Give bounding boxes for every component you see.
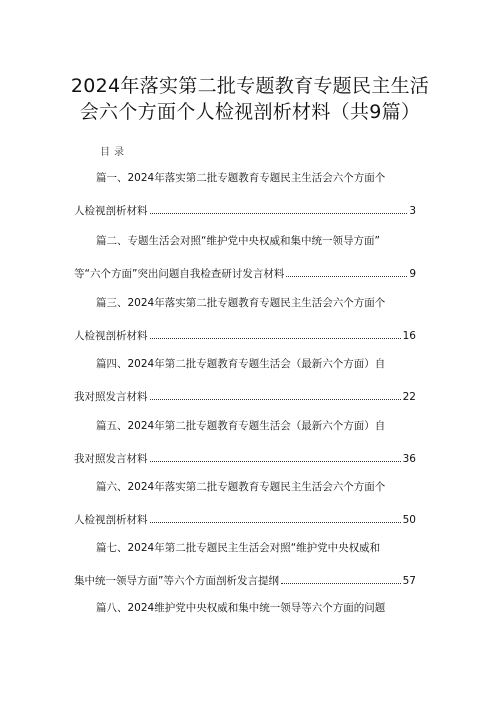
toc-page-number: 57 <box>402 575 416 587</box>
toc-page-number: 36 <box>402 453 416 465</box>
toc-entry-title: 篇二、专题生活会对照“维护党中央权威和集中统一领导方面” <box>96 235 380 247</box>
toc-entry-title: 篇七、2024年第二批专题民主生活会对照“维护党中央权威和 <box>96 542 381 554</box>
toc-entry-title-cont: 集中统一领导方面”等六个方面剖析发言提纲 <box>74 575 279 587</box>
toc-dot-leader <box>150 521 401 523</box>
toc-dot-leader <box>286 275 407 277</box>
toc-entry-title: 篇八、2024维护党中央权威和集中统一领导等六个方面的问题 <box>96 602 386 614</box>
toc-page-number: 50 <box>402 514 416 526</box>
document-title-line2: 会六个方面个人检视剖析材料（共9篇） <box>79 101 421 123</box>
toc-dot-leader <box>150 212 408 214</box>
toc-entry-title-cont: 人检视剖析材料 <box>74 205 148 217</box>
toc-dot-leader <box>150 337 401 339</box>
toc-entry-title: 篇三、2024年落实第二批专题教育专题民主生活会六个方面个 <box>96 297 386 309</box>
toc-page-number: 22 <box>402 391 416 403</box>
toc-heading: 目录 <box>100 147 128 158</box>
toc-entry-title: 篇一、2024年落实第二批专题教育专题民主生活会六个方面个 <box>96 172 386 184</box>
toc-entry-title-cont: 人检视剖析材料 <box>74 330 148 342</box>
toc-page-number: 9 <box>409 268 416 280</box>
toc-entry-title-cont: 我对照发言材料 <box>74 453 148 465</box>
toc-entry-continuation <box>74 574 416 588</box>
toc-entry-continuation <box>74 452 416 466</box>
toc-page-number: 3 <box>409 205 416 217</box>
toc-entry-continuation <box>74 267 416 281</box>
toc-dot-leader <box>150 460 401 462</box>
toc-entry-title: 篇五、2024年第二批专题教育专题生活会（最新六个方面）自 <box>96 420 386 432</box>
toc-dot-leader <box>281 582 401 584</box>
toc-entry-continuation <box>74 204 416 218</box>
toc-entry-title-cont: 我对照发言材料 <box>74 391 148 403</box>
toc-entry-continuation <box>74 329 416 343</box>
toc-entry-continuation <box>74 513 416 527</box>
toc-dot-leader <box>150 398 401 400</box>
toc-entry-title: 篇四、2024年第二批专题教育专题生活会（最新六个方面）自 <box>96 358 386 370</box>
document-title-line1: 2024年落实第二批专题教育专题民主生活 <box>70 75 430 97</box>
toc-entry-continuation <box>74 390 416 404</box>
toc-entry-title: 篇六、2024年落实第二批专题教育专题民主生活会六个方面个 <box>96 481 386 493</box>
toc-page-number: 16 <box>402 330 416 342</box>
toc-entry-title-cont: 人检视剖析材料 <box>74 514 148 526</box>
toc-entry-title-cont: 等“六个方面”突出问题自我检查研讨发言材料 <box>74 268 285 280</box>
